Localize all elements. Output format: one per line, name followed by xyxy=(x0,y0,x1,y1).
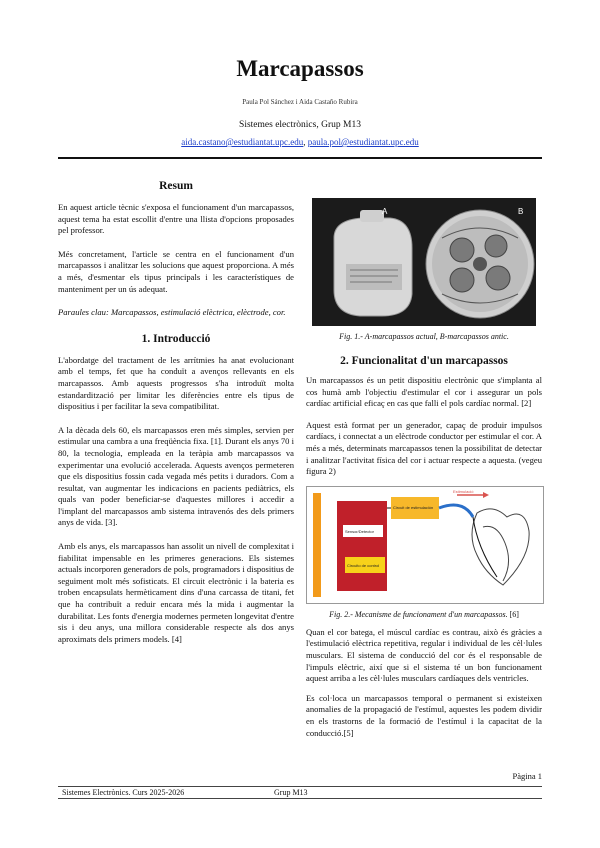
section2-heading: 2. Funcionalitat d'un marcapassos xyxy=(340,355,508,367)
figure2-caption xyxy=(306,610,542,619)
intro-heading: 1. Introducció xyxy=(141,332,211,345)
diagram-timer-label: Circuito de control xyxy=(347,562,380,568)
figure1-label-a: A xyxy=(382,207,388,216)
abstract-heading: Resum xyxy=(159,180,193,192)
pacemaker-diagram xyxy=(306,486,544,604)
pacemaker-diagram-svg xyxy=(307,487,543,603)
email-link-aida[interactable]: aida.castano@estudiantat.upc.edu xyxy=(181,137,304,147)
right-column xyxy=(306,198,542,739)
figure2-caption-text: Fig. 2.- Mecanisme de funcionament d'un marcapassos. xyxy=(329,609,508,619)
paper-title: Marcapassos xyxy=(236,56,364,81)
footer-group: Grup M13 xyxy=(274,788,308,797)
diagram-sensor-label: Sensor/Detector xyxy=(345,528,374,534)
section2-paragraph-1: Un marcapassos és un petit dispositiu electrònic que s'implanta al cos humà amb l'objectiu d'estimular el cor i assegurar un pols cardíac artificial eficaç en cas que falli el pols cardíac normal. [2] xyxy=(306,375,542,409)
keywords: Paraules clau: Marcapassos, estimulació elèctrica, elèctrode, cor. xyxy=(58,307,286,318)
authors: Paula Pol Sánchez i Aida Castaño Rubira xyxy=(242,98,358,106)
figure2-reference: [6] xyxy=(509,609,519,619)
page-number: Pàgina 1 xyxy=(512,771,542,781)
header-rule xyxy=(58,157,542,159)
abstract-paragraph-2: Més concretament, l'article se centra en el funcionament d'un marcapassos i analitzar les solucions que aquest proporciona. A més a més, d'esmentar els tipus principals i les característiques de manteniment per un ús adequat. xyxy=(58,248,294,294)
section2-paragraph-3: Quan el cor batega, el múscul cardíac es contrau, això és gràcies a l'estimulació elèctrica repetitiva, regular i individual de les cèl·lules musculars. El sistema de conducció del cor és el responsable de l'impuls elèctric, així que si el sistema té un bon funcionament aquest arriba a les cèl·lules musculars cardíaques dels ventricles. xyxy=(306,626,542,684)
email-link-paula[interactable]: paula.pol@estudiantat.upc.edu xyxy=(307,137,419,147)
emails xyxy=(0,137,600,147)
intro-paragraph-1: L'abordatge del tractament de les arrítmies ha anat evolucionant amb el temps, fet que ha conduït a avenços rellevants en els marcapassos. Amb aquests progressos s'ha introduït molta estandardització per limitar les diferències entre els tipus de dispositius i per facilitar la seva compatibilitat. xyxy=(58,354,294,412)
email-separator: , xyxy=(303,137,308,147)
pacemaker-photo xyxy=(312,198,536,326)
intro-paragraph-3: Amb els anys, els marcapassos han assolit un nivell de complexitat i fiabilitat impensable en les primeres generacions. Els sistemes actuals incorporen generadors de pols, programadors i dispositius de seguiment molt més sofisticats. El circuit electrònic i la bateria es troben encapsulats hermèticament dins d'una carcassa de titani, fet que ha contribuït a reduir encara més la mida i augmentar la durabilitat. Les fonts d'energia modernes permeten longevitat d'entre sis i deu anys, una millora considerable respecte als dos anys aproximats dels primers models. [4] xyxy=(58,541,294,644)
section2-paragraph-4: Es col·loca un marcapassos temporal o permanent si existeixen anomalies de la propagació de l'estímul, aquestes les podem dividir en els trastorns de la formació de l'estímul i la capacitat de la conducció.[5] xyxy=(306,692,542,738)
footer xyxy=(58,786,542,799)
group-line: Sistemes electrònics, Grup M13 xyxy=(239,120,361,130)
footer-course: Sistemes Electrònics. Curs 2025-2026 xyxy=(62,788,185,797)
figure1-caption: Fig. 1.- A-marcapassos actual, B-marcapassos antic. xyxy=(339,332,509,341)
section2-paragraph-2: Aquest està format per un generador, capaç de produir impulsos cardíacs, i connectat a un elèctrode conductor per estimular el cor. A més a més, determinats marcapassos tenen la possibilitat de detectar i analitzar l'activitat física del cor i actuar respecte a aquesta. (vegeu figura 2) xyxy=(306,419,542,477)
left-column xyxy=(58,180,294,645)
diagram-generator-label: Circuit de estimulación xyxy=(393,504,434,510)
diagram-arrow-label: Estimulació xyxy=(453,488,474,494)
abstract-paragraph-1: En aquest article tècnic s'exposa el funcionament d'un marcapassos, aquest tema ha estat escollit d'entre una llista d'opcions proposades pel professor. xyxy=(58,202,294,236)
pacemaker-photo-image xyxy=(312,198,536,326)
figure1-label-b: B xyxy=(518,207,524,216)
intro-paragraph-2: A la dècada dels 60, els marcapassos eren més simples, servien per estimular una cambra a una freqüència fixa. [1]. Durant els anys 70 i 80, la tecnologia, empleada en la teràpia amb marcapassos va experimentar una evolució accelerada. Aquests avenços permeteren que els dispositius fossin cada vegada més petits i duradors. Com a resultat, van augmentar les indicacions en pacients pediàtrics, els quals van poder beneficiar-se d'aquestes millores i accedir a l'implant del marcapassos amb sistema intravenós des dels primers anys de vida. [3]. xyxy=(58,424,294,528)
